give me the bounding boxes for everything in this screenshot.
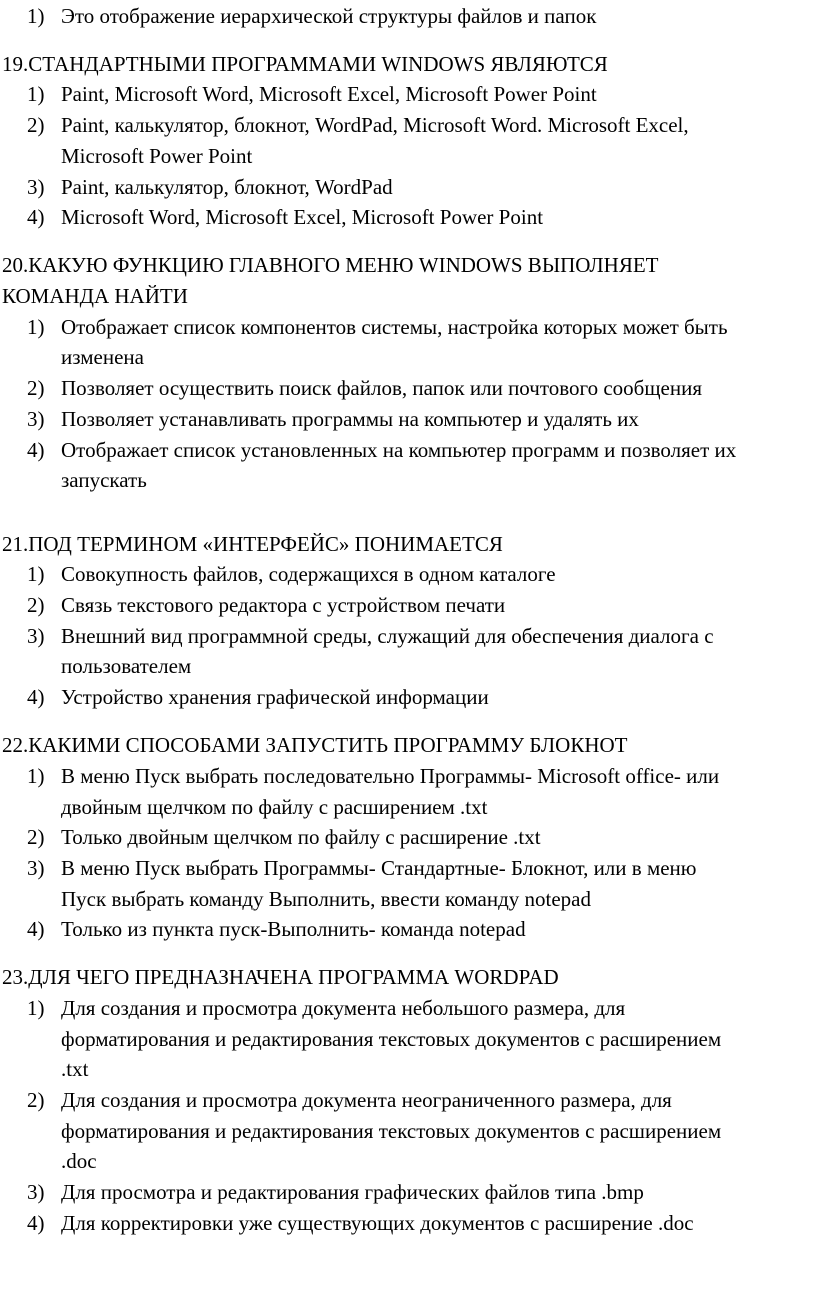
option-text: Для создания и просмотра документа неограниченного размера, для (61, 1088, 672, 1112)
option-text: Microsoft Word, Microsoft Excel, Microsoft Power Point (61, 205, 544, 229)
option-number: 3) (27, 624, 45, 648)
option-number: 2) (27, 593, 45, 617)
option-text: Совокупность файлов, содержащихся в одном каталоге (61, 562, 556, 586)
option-number: 1) (27, 82, 45, 106)
option-text: Пуск выбрать команду Выполнить, ввести команду notepad (61, 887, 591, 911)
option-text: Paint, калькулятор, блокнот, WordPad (61, 175, 393, 199)
option-text: Связь текстового редактора с устройством печати (61, 593, 506, 617)
option-text: Это отображение иерархической структуры файлов и папок (61, 4, 597, 28)
option-text: Внешний вид программной среды, служащий для обеспечения диалога с (61, 624, 714, 648)
option-text: запускать (61, 468, 147, 492)
option-text: Устройство хранения графической информации (61, 685, 489, 709)
option-text: Для корректировки уже существующих документов с расширение .doc (61, 1211, 694, 1235)
option-number: 1) (27, 315, 45, 339)
option-text: форматирования и редактирования текстовых документов с расширением (61, 1027, 722, 1051)
option-text: пользователем (61, 654, 192, 678)
option-text: В меню Пуск выбрать последовательно Программы- Microsoft office- или (61, 764, 720, 788)
option-number: 3) (27, 856, 45, 880)
question-heading: 23.ДЛЯ ЧЕГО ПРЕДНАЗНАЧЕНА ПРОГРАММА WORDPAD (2, 965, 559, 989)
option-number: 1) (27, 996, 45, 1020)
option-text: Paint, Microsoft Word, Microsoft Excel, Microsoft Power Point (61, 82, 597, 106)
option-text: Отображает список установленных на компьютер программ и позволяет их (61, 438, 737, 462)
option-text: двойным щелчком по файлу с расширением .txt (61, 795, 488, 819)
option-text: Microsoft Power Point (61, 144, 253, 168)
option-text: Только двойным щелчком по файлу с расширение .txt (61, 825, 541, 849)
option-text: Отображает список компонентов системы, настройка которых может быть (61, 315, 728, 339)
option-number: 2) (27, 113, 45, 137)
option-number: 4) (27, 917, 45, 941)
question-heading: 21.ПОД ТЕРМИНОМ «ИНТЕРФЕЙС» ПОНИМАЕТСЯ (2, 532, 503, 556)
option-text: Только из пункта пуск-Выполнить- команда notepad (61, 917, 526, 941)
option-text: Paint, калькулятор, блокнот, WordPad, Microsoft Word. Microsoft Excel, (61, 113, 689, 137)
option-number: 1) (27, 4, 45, 28)
option-text: Для создания и просмотра документа небольшого размера, для (61, 996, 626, 1020)
option-number: 3) (27, 1180, 45, 1204)
option-number: 2) (27, 376, 45, 400)
option-number: 4) (27, 1211, 45, 1235)
option-text: В меню Пуск выбрать Программы- Стандартные- Блокнот, или в меню (61, 856, 697, 880)
option-text: .doc (61, 1149, 97, 1173)
question-heading: 20.КАКУЮ ФУНКЦИЮ ГЛАВНОГО МЕНЮ WINDOWS ВЫПОЛНЯЕТ (2, 253, 659, 277)
option-number: 3) (27, 407, 45, 431)
option-text: Позволяет устанавливать программы на компьютер и удалять их (61, 407, 639, 431)
option-text: изменена (61, 345, 144, 369)
option-text: Позволяет осуществить поиск файлов, папок или почтового сообщения (61, 376, 702, 400)
option-number: 4) (27, 438, 45, 462)
option-text: Для просмотра и редактирования графических файлов типа .bmp (61, 1180, 644, 1204)
option-number: 1) (27, 764, 45, 788)
option-number: 2) (27, 1088, 45, 1112)
option-text: .txt (61, 1057, 89, 1081)
option-number: 1) (27, 562, 45, 586)
question-heading: 19.СТАНДАРТНЫМИ ПРОГРАММАМИ WINDOWS ЯВЛЯЮТСЯ (2, 52, 608, 76)
option-number: 3) (27, 175, 45, 199)
option-number: 2) (27, 825, 45, 849)
option-number: 4) (27, 685, 45, 709)
question-heading-continuation: КОМАНДА НАЙТИ (2, 284, 188, 308)
option-text: форматирования и редактирования текстовых документов с расширением (61, 1119, 722, 1143)
question-heading: 22.КАКИМИ СПОСОБАМИ ЗАПУСТИТЬ ПРОГРАММУ БЛОКНОТ (2, 733, 628, 757)
option-number: 4) (27, 205, 45, 229)
